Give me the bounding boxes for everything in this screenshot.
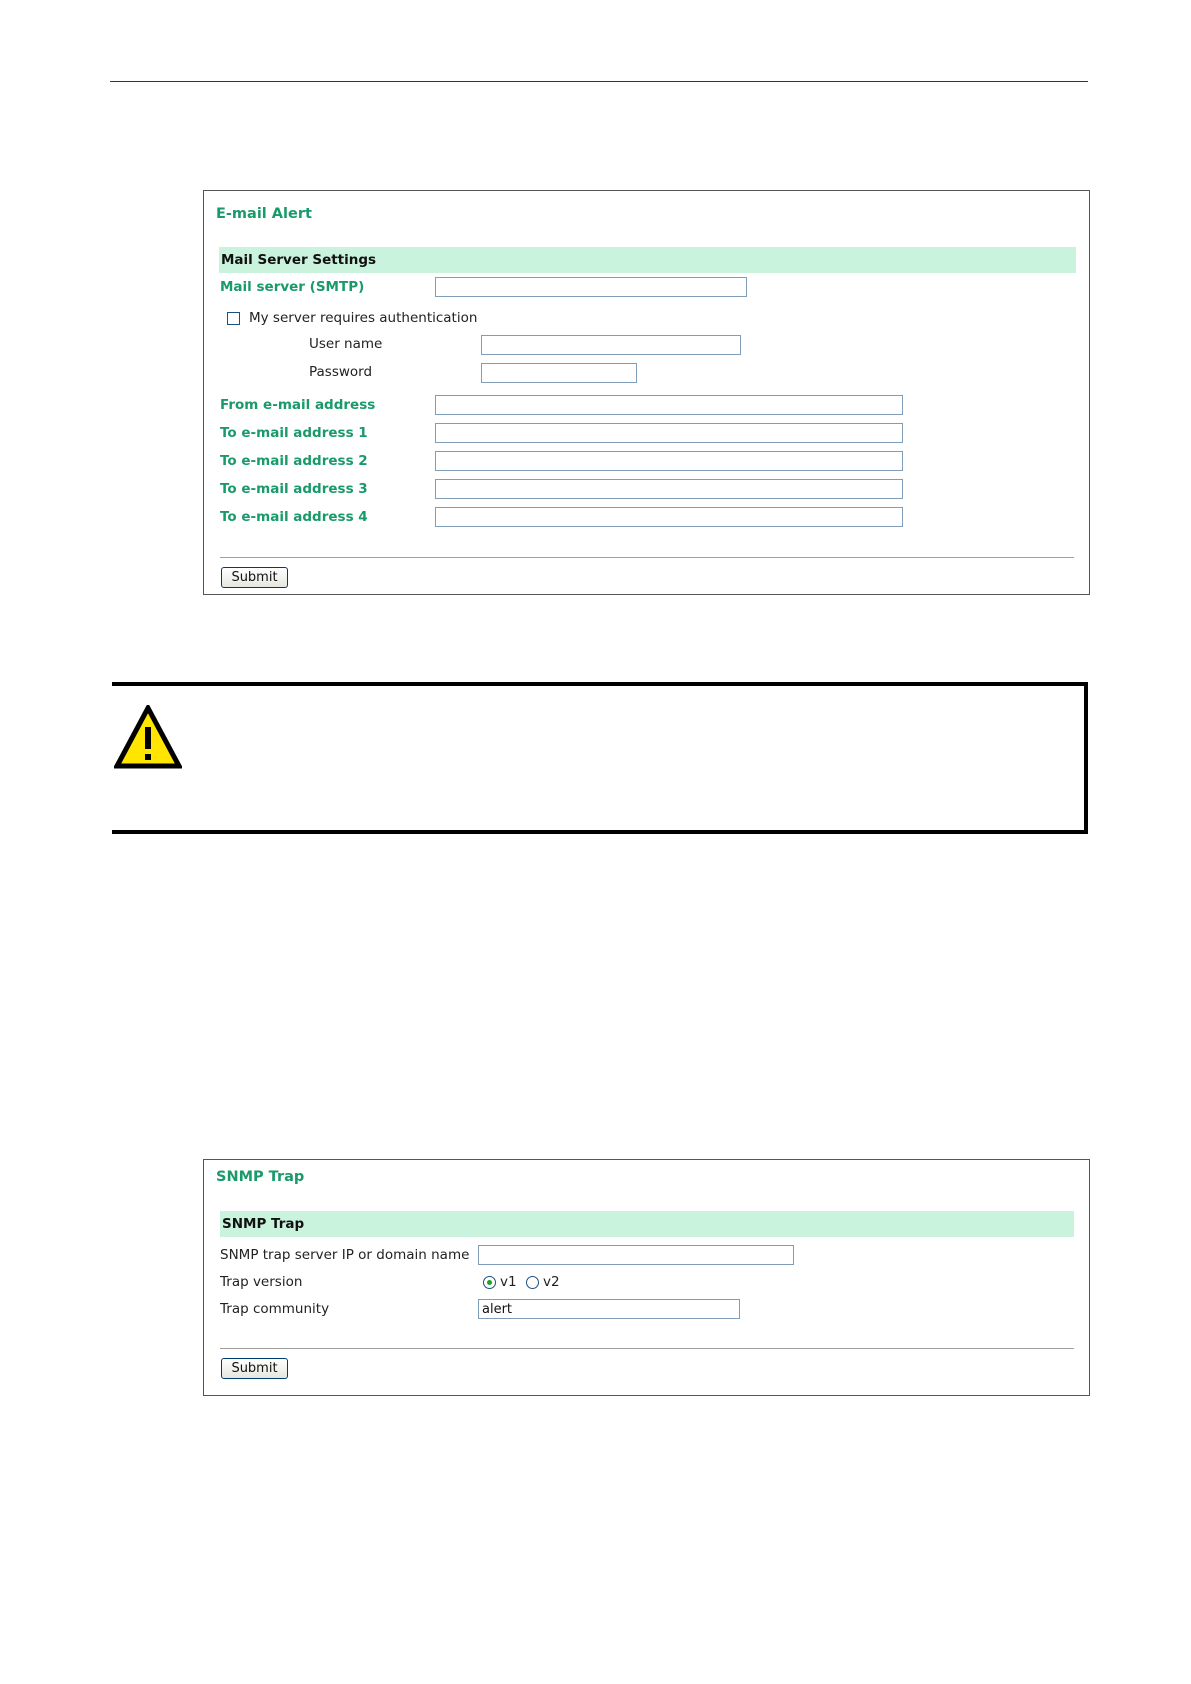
to-email-input-3[interactable] <box>435 479 903 499</box>
auth-checkbox-label: My server requires authentication <box>249 310 478 326</box>
password-label: Password <box>309 364 373 380</box>
warning-triangle-icon <box>114 705 182 769</box>
mail-server-label: Mail server (SMTP) <box>220 279 365 295</box>
to-email-input-1[interactable] <box>435 423 903 443</box>
trap-version-v1-radio[interactable] <box>483 1276 496 1289</box>
mail-server-settings-header: Mail Server Settings <box>219 247 1076 273</box>
snmp-server-label: SNMP trap server IP or domain name <box>220 1247 470 1263</box>
username-input[interactable] <box>481 335 741 355</box>
to-email-label-3: To e-mail address 3 <box>220 481 368 497</box>
to-email-label-4: To e-mail address 4 <box>220 509 368 525</box>
snmp-trap-section-header: SNMP Trap <box>220 1211 1074 1237</box>
snmp-trap-panel <box>203 1159 1090 1396</box>
email-alert-separator <box>220 557 1074 558</box>
snmp-server-input[interactable] <box>478 1245 794 1265</box>
from-email-input[interactable] <box>435 395 903 415</box>
username-label: User name <box>309 336 383 352</box>
mail-server-input[interactable] <box>435 277 747 297</box>
trap-version-v2-label: v2 <box>543 1274 560 1290</box>
trap-version-label: Trap version <box>220 1274 303 1290</box>
snmp-trap-separator <box>220 1348 1074 1349</box>
email-alert-submit-button[interactable]: Submit <box>221 567 288 588</box>
auth-checkbox[interactable] <box>227 312 240 325</box>
email-alert-panel <box>203 190 1090 595</box>
snmp-trap-submit-button[interactable]: Submit <box>221 1358 288 1379</box>
password-input[interactable] <box>481 363 637 383</box>
trap-community-input[interactable] <box>478 1299 740 1319</box>
to-email-label-2: To e-mail address 2 <box>220 453 368 469</box>
to-email-label-1: To e-mail address 1 <box>220 425 368 441</box>
snmp-trap-title: SNMP Trap <box>216 1169 305 1185</box>
trap-version-v2-radio[interactable] <box>526 1276 539 1289</box>
to-email-input-2[interactable] <box>435 451 903 471</box>
to-email-input-4[interactable] <box>435 507 903 527</box>
trap-version-v1-label: v1 <box>500 1274 517 1290</box>
warning-box <box>112 682 1088 834</box>
email-alert-title: E-mail Alert <box>216 206 312 222</box>
from-email-label: From e-mail address <box>220 397 376 413</box>
page-top-rule <box>110 81 1088 82</box>
trap-community-label: Trap community <box>220 1301 330 1317</box>
